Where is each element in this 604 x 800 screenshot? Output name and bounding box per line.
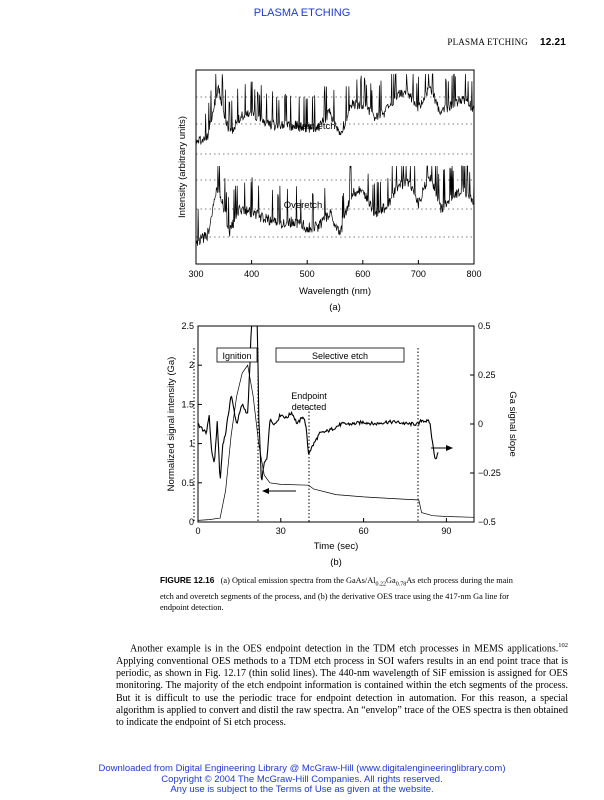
spectra-x-tick-label: 500 [299,269,315,279]
endpoint-y-tick-label: 0 [188,517,194,527]
footer [0,764,604,796]
footer-line-2: Copyright © 2004 The McGraw-Hill Companies. All rights reserved. [161,773,443,785]
endpoint-y-label: Normalized signal intensity (Ga) [166,356,177,492]
endpoint-x-tick-label: 60 [358,526,369,536]
body-paragraph [116,640,568,729]
endpoint-y-right-tick-label: −0.5 [478,517,496,527]
endpoint-x-tick-label: 90 [441,526,452,536]
annotation-main-etch: Main etch [294,121,336,132]
endpoint-panel-label: (b) [330,557,342,568]
spectra-x-axis [188,260,481,279]
caption-text-a: (a) Optical emission spectra from the GaAs/Al [220,576,376,585]
endpoint-x-tick-label: 30 [275,526,286,536]
footer-line-1[interactable]: Downloaded from Digital Engineering Library @ McGraw-Hill (www.digitalengineeringlibrary.com) [98,763,506,774]
running-head-title: PLASMA ETCHING [447,37,528,47]
spectra-x-tick-label: 600 [355,269,371,279]
caption-sub-2: 0.78 [395,581,407,588]
body-text-1: Another example is in the OES endpoint detection in the TDM etch processes in MEMS applications. [130,643,559,655]
top-banner: PLASMA ETCHING [253,7,351,19]
endpoint-y-tick-label: 2.5 [181,321,194,331]
endpoint-y-right-tick-label: −0.25 [478,468,501,478]
spectra-x-tick-label: 300 [188,269,204,279]
spectra-y-label: Intensity (arbitrary units) [177,116,188,218]
running-head [447,37,566,48]
annotation-overetch: Overetch [283,200,323,211]
spectra-x-label: Wavelength (nm) [299,286,371,297]
annotation-selective-etch: Selective etch [311,351,369,361]
spectra-x-tick-label: 700 [410,269,426,279]
arrow-left-indicator [262,488,296,494]
caption-sub-1: 0.22 [375,581,386,588]
endpoint-y-tick-label: 1 [188,438,194,449]
spectra-chart [160,62,500,320]
endpoint-x-label: Time (sec) [313,541,359,552]
reference-number: 102 [558,642,568,649]
annotation-endpoint: Endpoint detected [291,391,327,412]
page-number: 12.21 [539,37,566,48]
caption-label: FIGURE 12.16 [160,575,215,585]
body-text-2: Applying conventional OES methods to a TDM etch process in SOI wafers results in an end point trace that is periodic, as shown in Fig. 12.17 (thin solid lines). The 440-nm wavelength of SiF emission is assigned for OES monitoring. The majority of the etch endpoint information is contained within the etch segments of the process. But it is difficult to use the periodic trace for endpoint detection in automation. For this reason, a special algorithm is applied to convert and distil the raw spectra. An “envelop” trace of the OES spectra is then obtained to indicate the endpoint of Si etch process. [116,655,568,729]
spectra-panel-label: (a) [329,302,341,313]
annotation-endpoint-wrap [278,391,340,417]
arrow-right-indicator [431,445,453,451]
endpoint-y-right-label: Ga signal slope [507,391,518,457]
annotation-ignition: Ignition [222,351,252,361]
spectra-series [196,74,474,246]
endpoint-y-tick-label: 1.5 [181,399,194,410]
spectrum-series-0 [196,74,474,146]
endpoint-chart [160,318,530,574]
endpoint-y-right-tick-label: 0.5 [478,321,491,331]
endpoint-y-right-tick-label: 0 [478,419,484,429]
caption-text-b: Ga [386,576,396,585]
spectra-x-tick-label: 400 [244,269,260,279]
caption-text-c: As etch process during the main etch and overetch segments of the process, and (b) the derivative OES trace using the 417-nm Ga line for endpoint detection. [160,576,513,612]
endpoint-y-tick-label: 0.5 [181,477,194,488]
footer-line-3: Any use is subject to the Terms of Use as given at the website. [170,784,434,795]
spectrum-series-1 [196,166,474,246]
spectra-x-tick-label: 800 [466,269,482,279]
figure-caption [160,575,522,613]
endpoint-y-right-tick-label: 0.25 [478,370,496,380]
endpoint-y-tick-label: 2 [188,360,194,371]
spectra-gridlines [196,97,474,237]
endpoint-x-tick-label: 0 [195,526,201,536]
